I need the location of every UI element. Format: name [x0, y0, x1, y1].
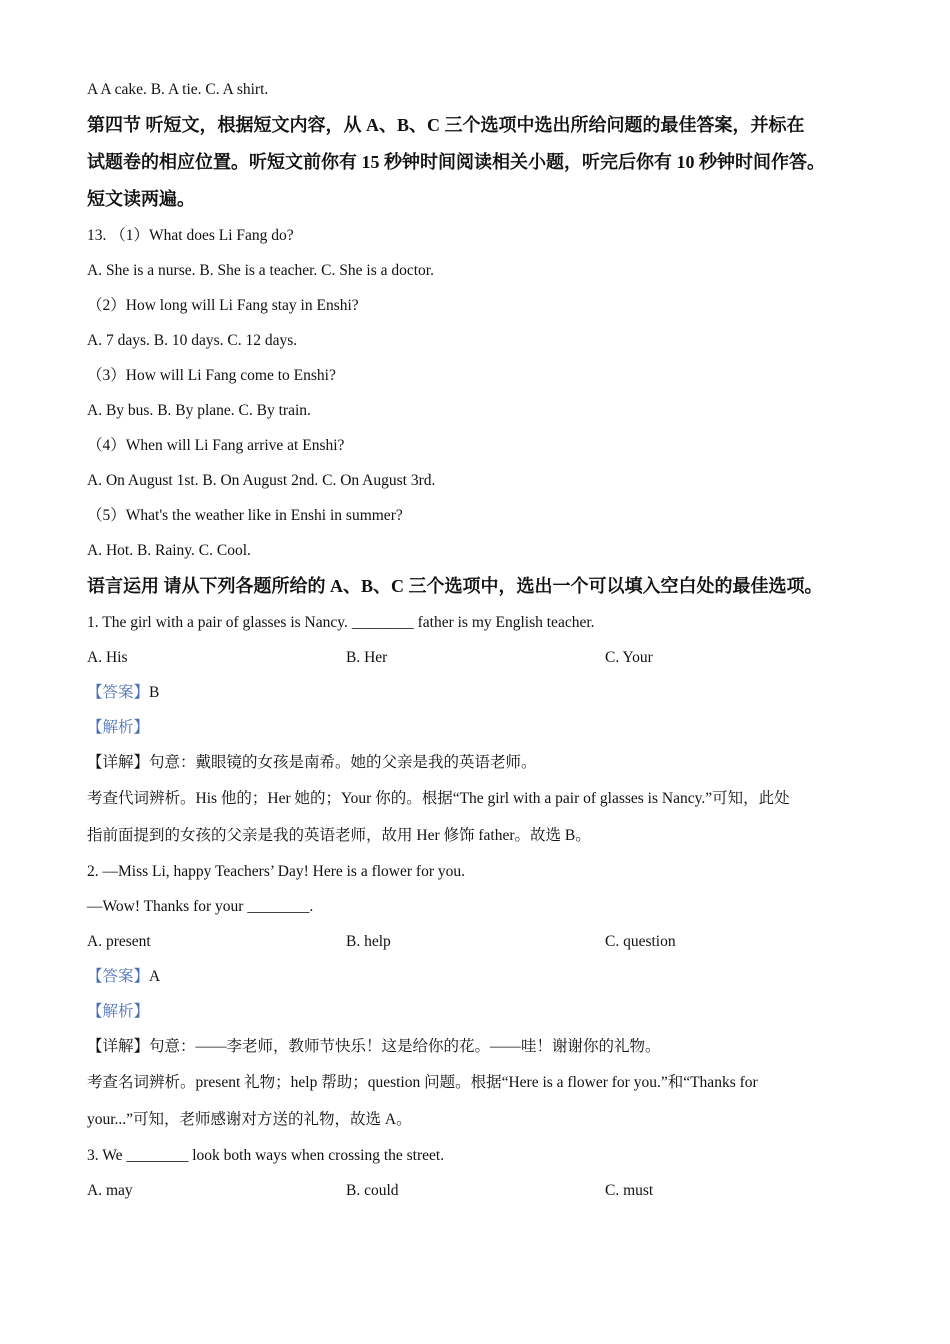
q1-answer-value: B: [149, 684, 160, 701]
q1-answer: [87, 675, 887, 710]
q3-options: [87, 1173, 887, 1208]
q1-explanation-1: 考查代词辨析。His 他的；Her 她的；Your 你的。根据“The girl with a pair of glasses is Nancy.”可知，此处: [87, 790, 790, 807]
q2-analysis: [87, 994, 887, 1029]
q1-detail-text: 句意：戴眼镜的女孩是南希。她的父亲是我的英语老师。: [149, 754, 537, 771]
section4-instruction-1: 第四节 听短文，根据短文内容，从 A、B、C 三个选项中选出所给问题的最佳答案，并标在: [87, 115, 805, 135]
section4-instruction-2: 试题卷的相应位置。听短文前你有 15 秒钟时间阅读相关小题，听完后你有 10 秒钟时间作答。: [87, 152, 825, 172]
q2-explanation-2: your...”可知，老师感谢对方送的礼物，故选 A。: [87, 1111, 412, 1128]
q1-analysis: [87, 710, 887, 745]
q1-explanation-2: 指前面提到的女孩的父亲是我的英语老师，故用 Her 修饰 father。故选 B。: [87, 827, 591, 844]
q13-3-options: A. By bus. B. By plane. C. By train.: [87, 402, 311, 419]
analysis-tag: 【解析】: [87, 719, 150, 736]
q3-option-a: A. may: [87, 1182, 133, 1199]
q2-answer: [87, 959, 887, 994]
q13-2-options: A. 7 days. B. 10 days. C. 12 days.: [87, 332, 298, 349]
q13-4: （4）When will Li Fang arrive at Enshi?: [87, 437, 345, 454]
q13-1-options: A. She is a nurse. B. She is a teacher. C. She is a doctor.: [87, 262, 434, 279]
q2-detail: [87, 1029, 887, 1064]
q13-4-options: A. On August 1st. B. On August 2nd. C. On August 3rd.: [87, 472, 436, 489]
answer-tag: 【答案】: [87, 968, 150, 985]
q2-options: [87, 924, 887, 959]
q3-stem: 3. We ________ look both ways when crossing the street.: [87, 1147, 445, 1164]
q1-stem: 1. The girl with a pair of glasses is Nancy. ________ father is my English teacher.: [87, 614, 595, 631]
q2-option-a: A. present: [87, 933, 151, 950]
q2-option-c: C. question: [605, 933, 676, 950]
section4-instruction-3: 短文读两遍。: [87, 189, 195, 209]
q13-5-options: A. Hot. B. Rainy. C. Cool.: [87, 542, 251, 559]
q2-answer-value: A: [149, 968, 161, 985]
q2-option-b: B. help: [346, 933, 391, 950]
q13-2: （2）How long will Li Fang stay in Enshi?: [87, 297, 359, 314]
analysis-tag: 【解析】: [87, 1003, 150, 1020]
q2-stem-1: 2. —Miss Li, happy Teachers’ Day! Here is a flower for you.: [87, 863, 465, 880]
q2-stem-2: —Wow! Thanks for your ________.: [87, 898, 314, 915]
prev-options: A A cake. B. A tie. C. A shirt.: [87, 81, 269, 98]
q13-3: （3）How will Li Fang come to Enshi?: [87, 367, 336, 384]
q1-option-b: B. Her: [346, 649, 388, 666]
q13-5: （5）What's the weather like in Enshi in summer?: [87, 507, 403, 524]
q1-detail: [87, 745, 887, 780]
language-use-instruction: 语言运用 请从下列各题所给的 A、B、C 三个选项中，选出一个可以填入空白处的最佳选项。: [87, 576, 823, 596]
q2-explanation-1: 考查名词辨析。present 礼物；help 帮助；question 问题。根据“Here is a flower for you.”和“Thanks for: [87, 1074, 758, 1091]
q2-detail-text: 句意：——李老师，教师节快乐！这是给你的花。——哇！谢谢你的礼物。: [149, 1038, 661, 1055]
document-page: [87, 72, 887, 1208]
q1-option-c: C. Your: [605, 649, 653, 666]
detail-tag: 【详解】: [87, 1038, 150, 1055]
q1-options: [87, 640, 887, 675]
answer-tag: 【答案】: [87, 684, 150, 701]
q13-1: 13. （1）What does Li Fang do?: [87, 227, 294, 244]
q1-option-a: A. His: [87, 649, 128, 666]
q3-option-c: C. must: [605, 1182, 654, 1199]
q3-option-b: B. could: [346, 1182, 399, 1199]
detail-tag: 【详解】: [87, 754, 150, 771]
